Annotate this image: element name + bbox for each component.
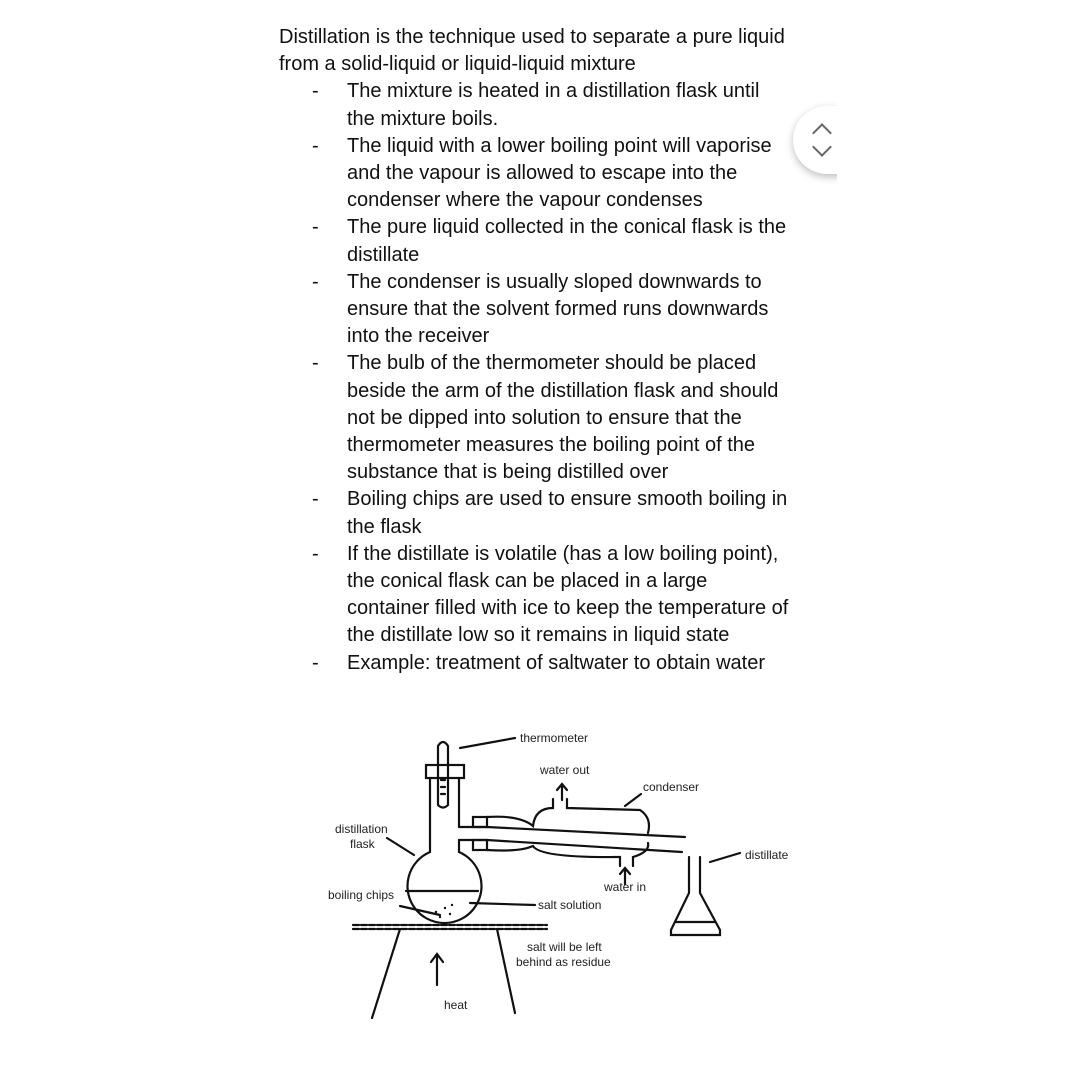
list-item-text: The condenser is usually sloped downwards to ensure that the solvent formed runs downwards into the receiver: [347, 270, 769, 348]
label-residue: behind as residue: [516, 955, 611, 969]
bullet-dash: -: [312, 651, 319, 674]
list-item-text: The pure liquid collected in the conical flask is the distillate: [347, 216, 787, 266]
conical-flask-shape: [671, 857, 720, 935]
list-item-text: The mixture is heated in a distillation flask until the mixture boils.: [347, 80, 760, 130]
list-item-text: The bulb of the thermometer should be placed beside the arm of the distillation flask and should not be dipped into solution to ensure that the thermometer measures the boiling point of the substance that is being distilled over: [347, 352, 779, 484]
label-salt-solution: salt solution: [538, 898, 602, 912]
list-item-text: Boiling chips are used to ensure smooth boiling in the flask: [347, 488, 788, 538]
label-distillate: distillate: [745, 848, 789, 862]
label-distillation-flask: distillation: [335, 822, 388, 836]
gauze: [353, 925, 547, 929]
bullet-dash: -: [312, 352, 319, 375]
list-item-text: Example: treatment of saltwater to obtain water: [347, 651, 765, 674]
label-distillation-flask: flask: [350, 837, 375, 851]
label-water-in: water in: [604, 880, 647, 894]
label-heat: heat: [444, 998, 468, 1012]
condenser-shape: [487, 799, 649, 866]
label-condenser: condenser: [643, 780, 700, 794]
bullet-dash: -: [312, 270, 319, 293]
stopper: [426, 765, 464, 778]
bullet-dash: -: [312, 542, 319, 565]
label-water-out: water out: [540, 763, 590, 777]
label-residue: salt will be left: [527, 940, 602, 954]
heat-arrow-icon: [431, 954, 443, 985]
bullet-dash: -: [312, 80, 319, 103]
bullet-dash: -: [312, 216, 319, 239]
intro-paragraph: Distillation is the technique used to separate a pure liquid from a solid-liquid or liquid-liquid mixture: [279, 26, 785, 76]
label-thermometer: thermometer: [520, 731, 589, 745]
label-boiling-chips: boiling chips: [328, 888, 395, 902]
list-item-text: The liquid with a lower boiling point will vaporise and the vapour is allowed to escape into the condenser where the vapour condenses: [347, 134, 772, 212]
bullet-dash: -: [312, 134, 319, 157]
bullet-dash: -: [312, 488, 319, 511]
boiling-chips-dots: [435, 904, 453, 918]
thermometer-shape: [438, 742, 448, 808]
distillation-flask-shape: [408, 778, 482, 923]
arrow-up-icon: [557, 784, 567, 800]
list-item-text: If the distillate is volatile (has a low boiling point), the conical flask can be placed in a large container filled with ice to keep the temperature of the distillate low so it remains in liquid state: [347, 542, 789, 647]
